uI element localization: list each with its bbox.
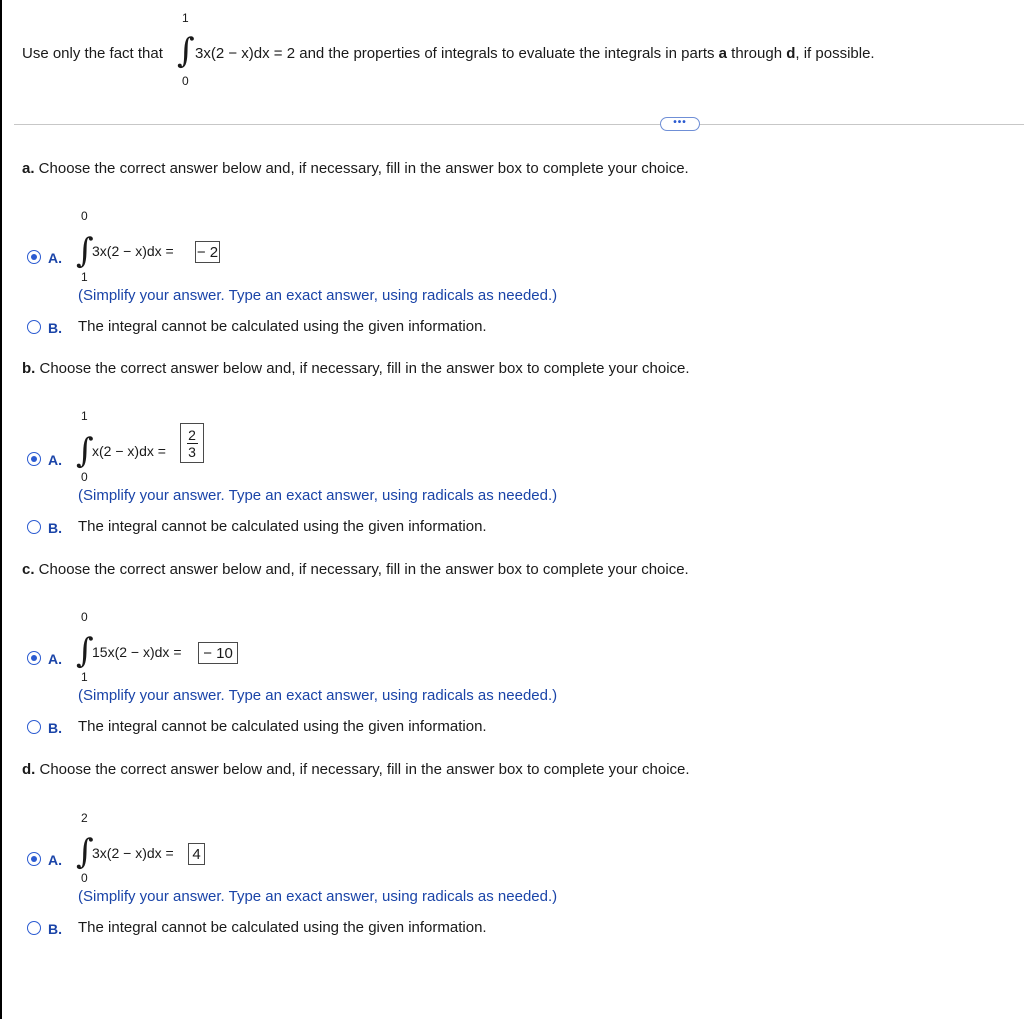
- part-b-upper-limit: 1: [81, 409, 88, 423]
- part-b-option-b-text[interactable]: The integral cannot be calculated using the given information.: [78, 518, 487, 535]
- part-c-hint: (Simplify your answer. Type an exact answer, using radicals as needed.): [78, 687, 558, 704]
- part-b-answer-denominator: 3: [188, 443, 196, 460]
- intro-text-after-1: and the properties of integrals to evaluate the integrals in parts: [295, 45, 719, 62]
- integral-sign-icon: ∫: [76, 832, 94, 872]
- integral-sign-icon: ∫: [76, 631, 94, 671]
- part-b-option-a-label[interactable]: A.: [48, 452, 62, 468]
- part-a-label: a.: [22, 160, 35, 177]
- part-b-answer-numerator: 2: [188, 426, 196, 443]
- part-d-option-b-text[interactable]: The integral cannot be calculated using the given information.: [78, 919, 487, 936]
- intro-bold-d: d: [786, 45, 796, 62]
- part-b-label: b.: [22, 360, 36, 377]
- part-a-integrand: 3x(2 − x)dx =: [92, 243, 174, 259]
- intro-lower-limit: 0: [182, 74, 189, 88]
- part-d-option-a-label[interactable]: A.: [48, 852, 62, 868]
- part-a-hint: (Simplify your answer. Type an exact answer, using radicals as needed.): [78, 287, 558, 304]
- intro-text-after-2: through: [727, 45, 787, 62]
- divider: [14, 124, 1024, 125]
- part-d-integrand: 3x(2 − x)dx =: [92, 845, 174, 861]
- part-a-option-b-radio[interactable]: [27, 320, 41, 334]
- intro-expression: [195, 45, 875, 62]
- part-a-lower-limit: 1: [81, 270, 88, 284]
- part-a-heading: [22, 160, 689, 177]
- part-a-option-b-text[interactable]: The integral cannot be calculated using the given information.: [78, 318, 487, 335]
- intro-integrand: 3x(2 − x)dx = 2: [195, 45, 296, 62]
- part-a-option-a-label[interactable]: A.: [48, 250, 62, 266]
- part-d-option-b-label[interactable]: B.: [48, 921, 62, 937]
- part-c-upper-limit: 0: [81, 610, 88, 624]
- part-c-heading: [22, 561, 689, 578]
- more-options-button[interactable]: •••: [660, 117, 700, 131]
- part-d-hint: (Simplify your answer. Type an exact answer, using radicals as needed.): [78, 888, 558, 905]
- part-d-upper-limit: 2: [81, 811, 88, 825]
- integral-sign-icon: ∫: [177, 31, 195, 71]
- part-b-integrand: x(2 − x)dx =: [92, 443, 166, 459]
- part-b-option-b-radio[interactable]: [27, 520, 41, 534]
- part-c-integrand: 15x(2 − x)dx =: [92, 644, 182, 660]
- part-d-lower-limit: 0: [81, 871, 88, 885]
- integral-sign-icon: ∫: [76, 231, 94, 271]
- part-c-option-b-text[interactable]: The integral cannot be calculated using the given information.: [78, 718, 487, 735]
- part-a-option-b-label[interactable]: B.: [48, 320, 62, 336]
- part-c-option-a-label[interactable]: A.: [48, 651, 62, 667]
- intro-upper-limit: 1: [182, 11, 189, 25]
- part-c-option-a-radio[interactable]: [27, 651, 41, 665]
- part-a-option-a-radio[interactable]: [27, 250, 41, 264]
- part-b-hint: (Simplify your answer. Type an exact answer, using radicals as needed.): [78, 487, 558, 504]
- part-b-answer-box[interactable]: [180, 423, 204, 463]
- part-b-option-a-radio[interactable]: [27, 452, 41, 466]
- left-border: [0, 0, 2, 1019]
- part-d-answer-box[interactable]: 4: [188, 843, 205, 865]
- integral-sign-icon: ∫: [76, 431, 94, 471]
- part-c-answer-box[interactable]: − 10: [198, 642, 238, 664]
- intro-text-after-3: , if possible.: [795, 45, 875, 62]
- part-d-instructions: Choose the correct answer below and, if necessary, fill in the answer box to complete your choice.: [35, 761, 690, 778]
- part-a-upper-limit: 0: [81, 209, 88, 223]
- part-b-heading: [22, 360, 690, 377]
- part-d-option-b-radio[interactable]: [27, 921, 41, 935]
- part-b-lower-limit: 0: [81, 470, 88, 484]
- part-b-instructions: Choose the correct answer below and, if necessary, fill in the answer box to complete your choice.: [35, 360, 690, 377]
- part-d-label: d.: [22, 761, 36, 778]
- part-c-instructions: Choose the correct answer below and, if necessary, fill in the answer box to complete your choice.: [34, 561, 689, 578]
- part-c-option-b-label[interactable]: B.: [48, 720, 62, 736]
- part-a-instructions: Choose the correct answer below and, if necessary, fill in the answer box to complete your choice.: [34, 160, 689, 177]
- part-d-option-a-radio[interactable]: [27, 852, 41, 866]
- part-c-label: c.: [22, 561, 35, 578]
- intro-text-before: Use only the fact that: [22, 45, 163, 62]
- part-b-option-b-label[interactable]: B.: [48, 520, 62, 536]
- intro-bold-a: a: [718, 45, 727, 62]
- part-d-heading: [22, 761, 690, 778]
- part-c-lower-limit: 1: [81, 670, 88, 684]
- part-a-answer-box[interactable]: − 2: [195, 241, 220, 263]
- part-c-option-b-radio[interactable]: [27, 720, 41, 734]
